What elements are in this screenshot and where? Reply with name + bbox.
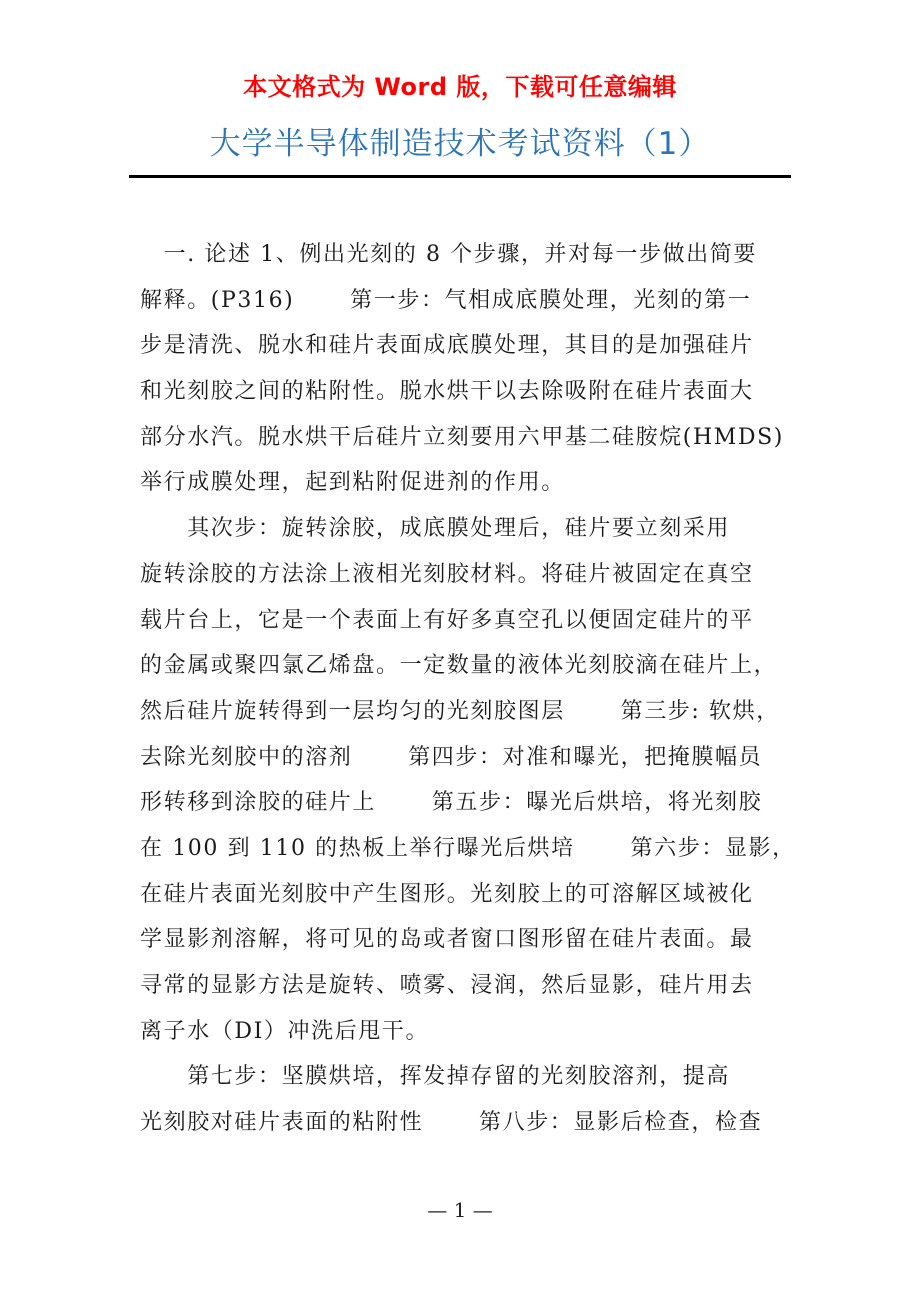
document-title: 大学半导体制造技术考试资料（1） — [209, 126, 711, 162]
body-line: 举行成膜处理，起到粘附促进剂的作用。 — [140, 470, 565, 496]
body-line: 在硅片表面光刻胶中产生图形。光刻胶上的可溶解区域被化 — [140, 881, 754, 907]
body-line: 在 100 到 110 的热板上举行曝光后烘培 第六步：显影， — [140, 835, 796, 861]
title-divider — [129, 175, 791, 178]
body-line: 和光刻胶之间的粘附性。脱水烘干以去除吸附在硅片表面大 — [140, 379, 754, 405]
body-line: 离子水（DI）冲洗后甩干。 — [140, 1018, 430, 1044]
body-line: 解释。(P316) 第一步：气相成底膜处理，光刻的第一 — [140, 287, 752, 313]
body-line: 去除光刻胶中的溶剂 第四步：对准和曝光，把掩膜幅员 — [140, 744, 763, 770]
body-line: 的金属或聚四氯乙烯盘。一定数量的液体光刻胶滴在硅片上， — [140, 653, 778, 679]
body-line: 学显影剂溶解，将可见的岛或者窗口图形留在硅片表面。最 — [140, 927, 754, 953]
body-line: 步是清洗、脱水和硅片表面成底膜处理，其目的是加强硅片 — [140, 333, 754, 359]
format-notice: 本文格式为 Word 版，下载可任意编辑 — [243, 73, 677, 101]
body-line: 载片台上，它是一个表面上有好多真空孔以便固定硅片的平 — [140, 607, 754, 633]
body-line: 旋转涂胶的方法涂上液相光刻胶材料。将硅片被固定在真空 — [140, 561, 754, 587]
body-line: 第七步：坚膜烘培，挥发掉存留的光刻胶溶剂，提高 — [140, 1064, 731, 1090]
body-line: 光刻胶对硅片表面的粘附性 第八步：显影后检查，检查 — [140, 1110, 763, 1136]
body-line: 部分水汽。脱水烘干后硅片立刻要用六甲基二硅胺烷(HMDS) — [140, 424, 784, 450]
body-line: 寻常的显影方法是旋转、喷雾、浸润，然后显影，硅片用去 — [140, 973, 754, 998]
body-line: 形转移到涂胶的硅片上 第五步：曝光后烘培，将光刻胶 — [140, 790, 763, 816]
page-number: — 1 — — [427, 1198, 493, 1222]
body-line: 一. 论述 1、例出光刻的 8 个步骤，并对每一步做出简要 — [140, 242, 757, 267]
body-line: 其次步：旋转涂胶，成底膜处理后，硅片要立刻采用 — [140, 516, 731, 542]
document-body — [140, 232, 796, 1146]
body-line: 然后硅片旋转得到一层均匀的光刻胶图层 第三步: 软烘， — [140, 698, 780, 724]
